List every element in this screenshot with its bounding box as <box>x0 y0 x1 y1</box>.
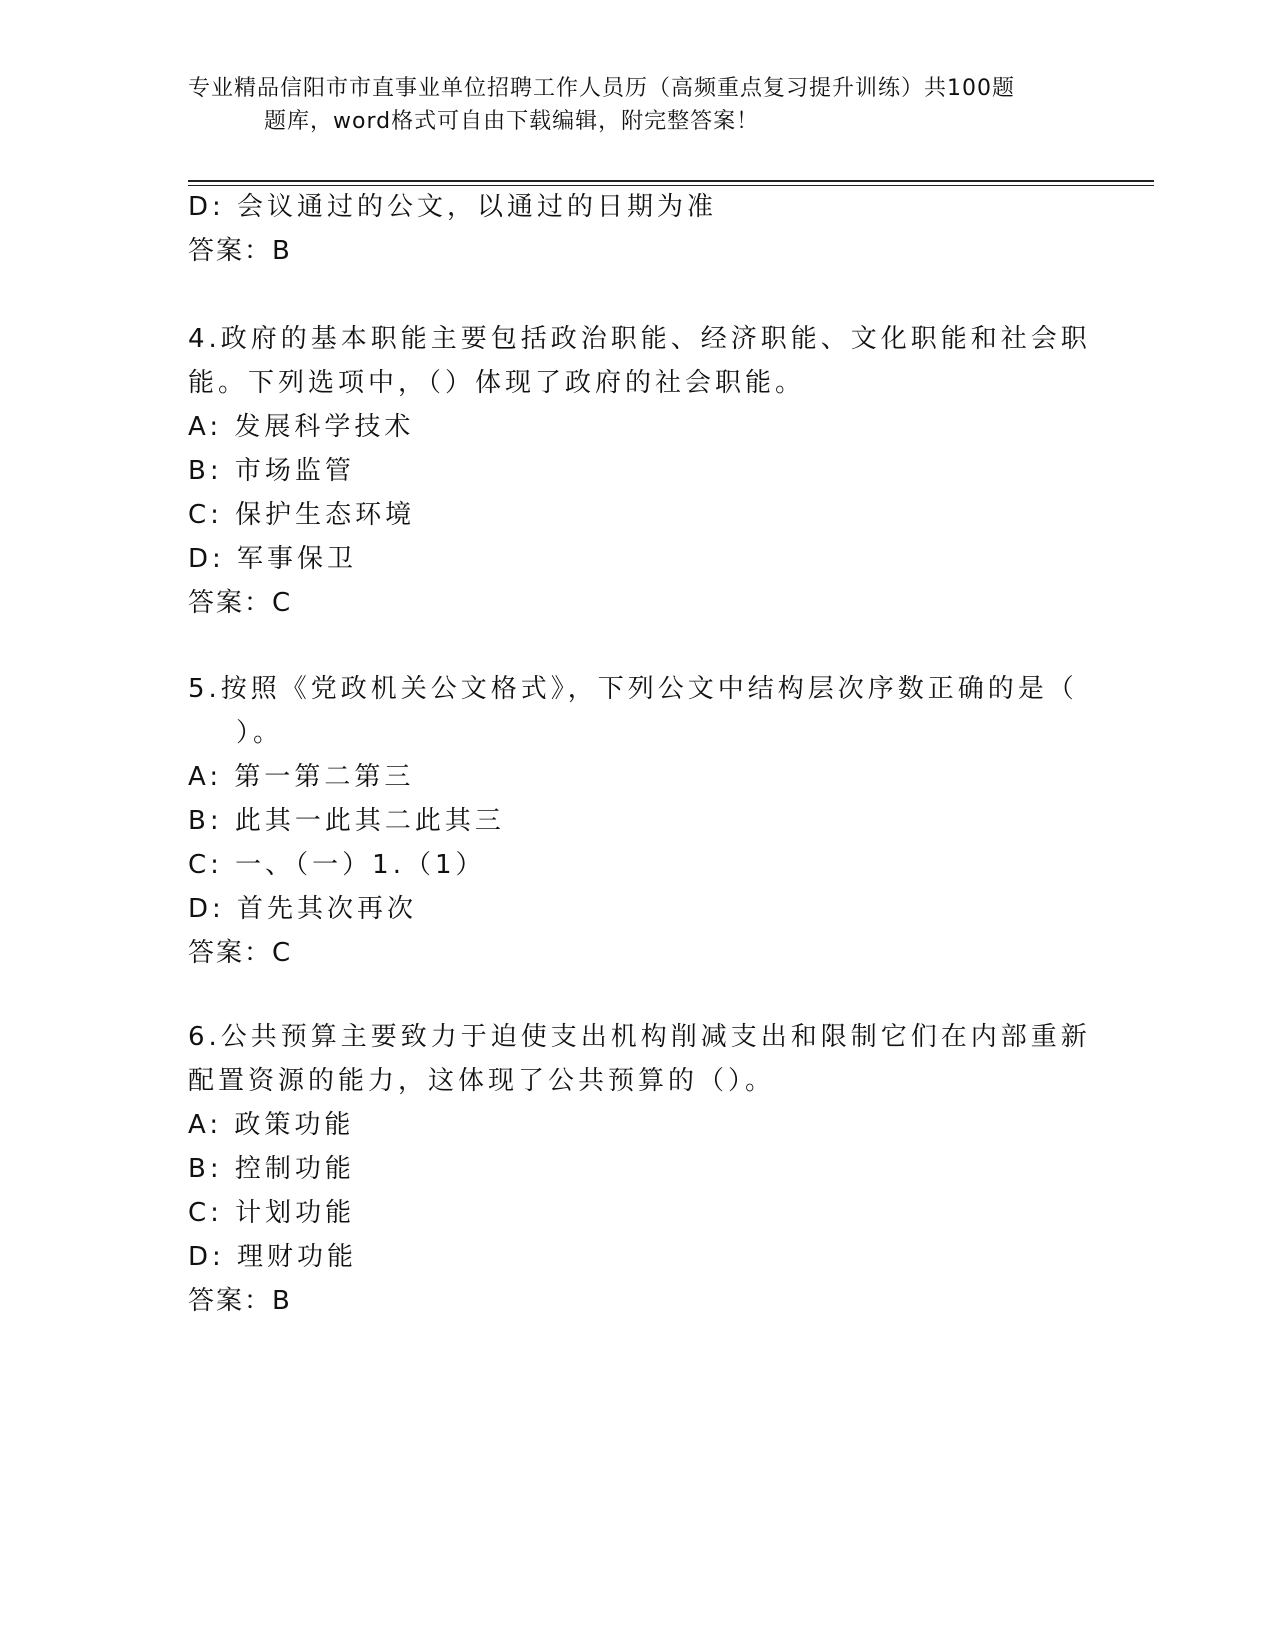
document-body <box>188 0 1091 1650</box>
option-d: D: 军事保卫 <box>188 544 358 574</box>
option-b: B: 市场监管 <box>188 456 355 486</box>
question-stem-line-1: 5.按照《党政机关公文格式》，下列公文中结构层次序数正确的是（ <box>188 674 1078 704</box>
question-stem-line-2: 能。下列选项中，（）体现了政府的社会职能。 <box>188 368 806 398</box>
answer: 答案：B <box>188 1286 292 1316</box>
option-d: D: 理财功能 <box>188 1242 358 1272</box>
answer: 答案：C <box>188 938 293 968</box>
option-a: A: 发展科学技术 <box>188 412 415 442</box>
question-stem-line-1: 4.政府的基本职能主要包括政治职能、经济职能、文化职能和社会职 <box>188 324 1091 354</box>
answer: 答案：C <box>188 588 293 618</box>
question-stem-line-2: ）。 <box>236 718 284 748</box>
option-d: D: 首先其次再次 <box>188 894 418 924</box>
question-stem-line-1: 6.公共预算主要致力于迫使支出机构削减支出和限制它们在内部重新 <box>188 1022 1091 1052</box>
option-c: C: 一、（一）1.（1） <box>188 850 486 880</box>
option-b: B: 控制功能 <box>188 1154 355 1184</box>
prev-option-d: D: 会议通过的公文，以通过的日期为准 <box>188 192 718 222</box>
header-title-line-2: 题库，word格式可自由下载编辑，附完整答案！ <box>264 109 760 134</box>
prev-answer: 答案：B <box>188 236 292 266</box>
option-c: C: 计划功能 <box>188 1198 356 1228</box>
option-b: B: 此其一此其二此其三 <box>188 806 505 836</box>
question-stem-line-2: 配置资源的能力，这体现了公共预算的（）。 <box>188 1066 776 1096</box>
option-a: A: 政策功能 <box>188 1110 355 1140</box>
option-a: A: 第一第二第三 <box>188 762 415 792</box>
header-title-line-1: 专业精品信阳市市直事业单位招聘工作人员历（高频重点复习提升训练）共100题 <box>188 76 1015 101</box>
option-c: C: 保护生态环境 <box>188 500 416 530</box>
